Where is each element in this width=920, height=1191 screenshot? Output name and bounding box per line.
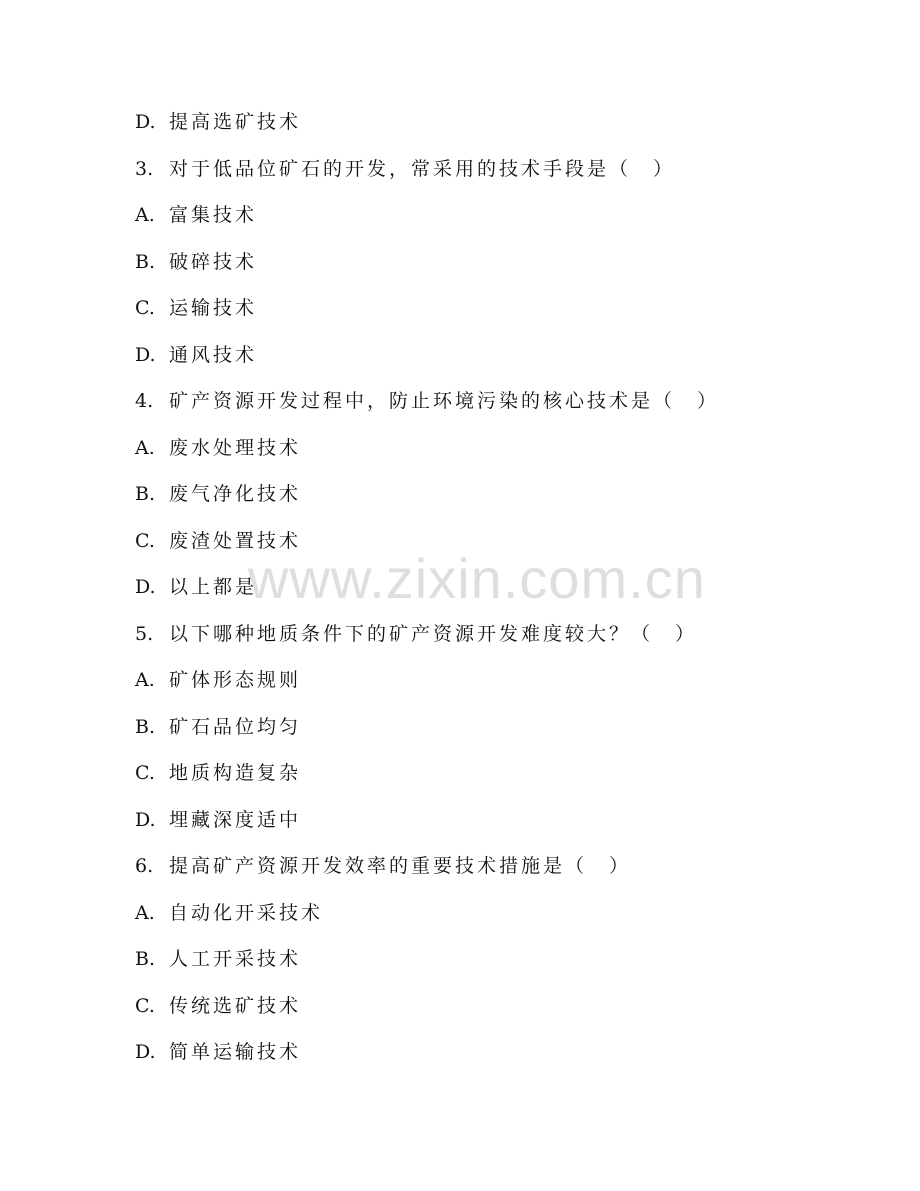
option-label: C. <box>135 529 155 552</box>
option-text: 提高选矿技术 <box>169 111 302 133</box>
question-list <box>135 99 835 1076</box>
question-number: 3. <box>135 157 154 180</box>
option-label: D. <box>135 111 156 133</box>
option-line <box>135 192 835 239</box>
option-label: B. <box>135 715 156 738</box>
option-label: A. <box>135 901 155 924</box>
option-line <box>135 471 835 518</box>
option-text: 富集技术 <box>169 204 258 226</box>
option-line <box>135 797 835 844</box>
option-line <box>135 1029 835 1076</box>
option-text: 破碎技术 <box>169 250 258 273</box>
option-text: 废渣处置技术 <box>169 529 302 552</box>
option-line <box>135 518 835 565</box>
question-line <box>135 611 835 658</box>
option-label: D. <box>135 1041 156 1063</box>
question-line <box>135 843 835 890</box>
option-line <box>135 285 835 332</box>
option-label: C. <box>135 762 155 784</box>
option-label: B. <box>135 948 156 970</box>
watermark: www.zixin.com.cn <box>248 547 706 610</box>
option-label: B. <box>135 250 156 273</box>
option-label: D. <box>135 576 156 598</box>
question-number: 4. <box>135 390 154 412</box>
option-line <box>135 704 835 751</box>
option-label: A. <box>135 669 155 691</box>
question-number: 5. <box>135 622 154 645</box>
option-text: 以上都是 <box>169 576 258 598</box>
question-text: 提高矿产资源开发效率的重要技术措施是（ ） <box>169 855 632 877</box>
option-text: 传统选矿技术 <box>169 994 302 1017</box>
option-text: 矿石品位均匀 <box>169 715 302 738</box>
option-label: A. <box>135 436 155 459</box>
question-line <box>135 378 835 425</box>
option-text: 运输技术 <box>169 297 258 319</box>
option-line <box>135 239 835 286</box>
option-label: A. <box>135 204 155 226</box>
option-line <box>135 890 835 937</box>
option-text: 人工开采技术 <box>169 948 302 970</box>
option-label: C. <box>135 297 155 319</box>
question-text: 以下哪种地质条件下的矿产资源开发难度较大？（ ） <box>169 622 698 645</box>
question-text: 对于低品位矿石的开发，常采用的技术手段是（ ） <box>169 157 676 180</box>
option-label: D. <box>135 343 156 366</box>
option-text: 废气净化技术 <box>169 483 302 505</box>
option-line <box>135 564 835 611</box>
question-text: 矿产资源开发过程中，防止环境污染的核心技术是（ ） <box>169 390 720 412</box>
option-line <box>135 332 835 379</box>
option-line <box>135 99 835 146</box>
option-text: 矿体形态规则 <box>169 669 302 691</box>
option-text: 简单运输技术 <box>169 1041 302 1063</box>
option-text: 自动化开采技术 <box>169 901 324 924</box>
question-line <box>135 146 835 193</box>
option-label: C. <box>135 994 155 1017</box>
option-line <box>135 425 835 472</box>
option-text: 地质构造复杂 <box>169 762 302 784</box>
option-line <box>135 983 835 1030</box>
option-line <box>135 936 835 983</box>
option-text: 埋藏深度适中 <box>169 808 302 831</box>
option-text: 废水处理技术 <box>169 436 302 459</box>
option-line <box>135 657 835 704</box>
option-line <box>135 750 835 797</box>
question-number: 6. <box>135 855 154 877</box>
option-label: B. <box>135 483 156 505</box>
option-label: D. <box>135 808 156 831</box>
option-text: 通风技术 <box>169 343 258 366</box>
